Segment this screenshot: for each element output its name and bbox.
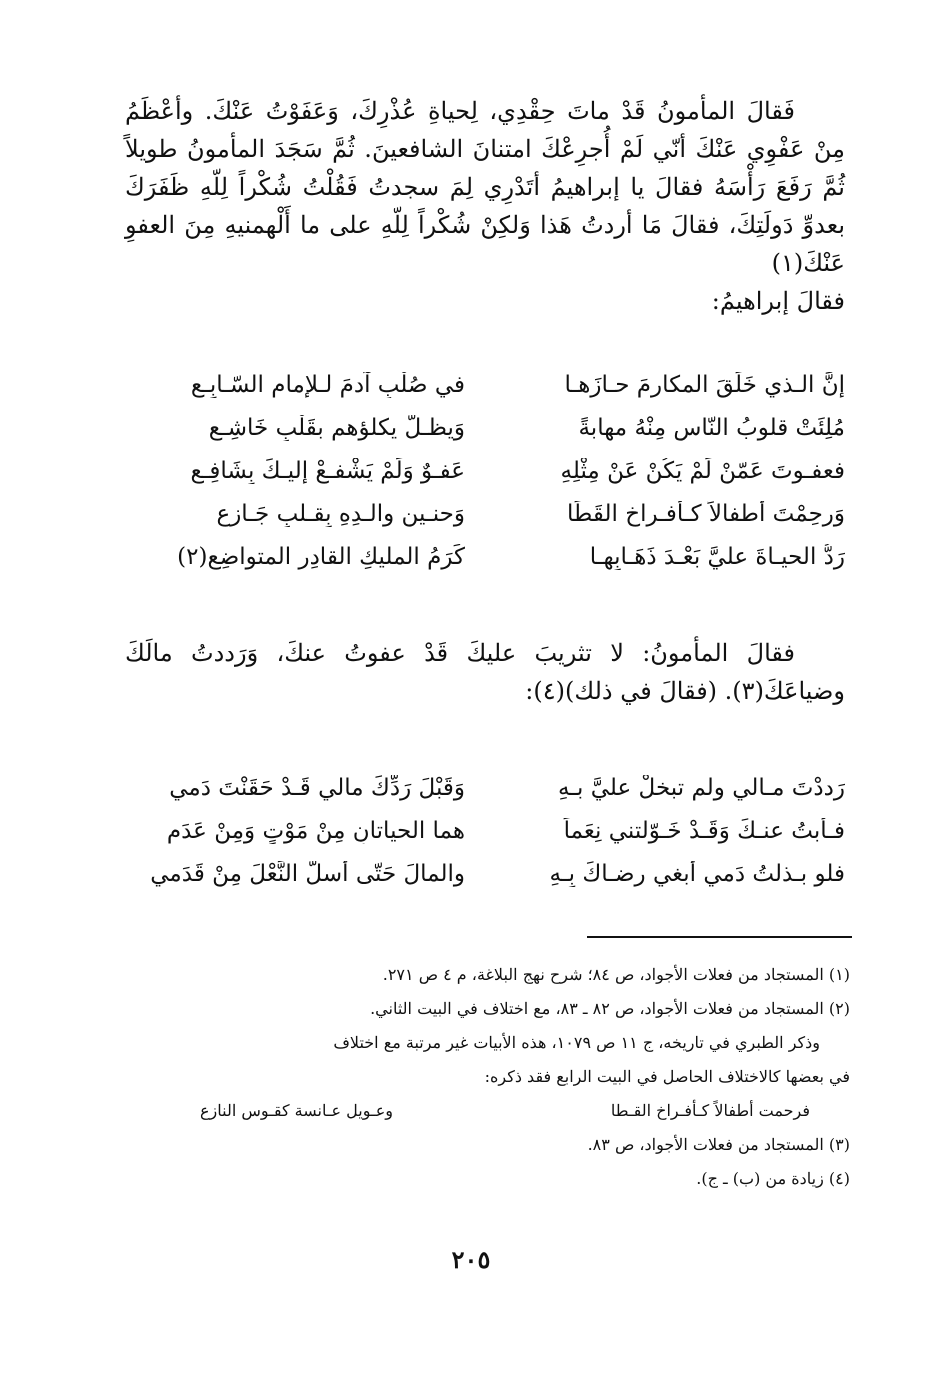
prose-paragraph-1-end: فقالَ إبراهيمُ:: [711, 287, 845, 315]
poem-1-verse: [135, 415, 845, 458]
verse-second-hemistich: وَحنـينِ والـدِهِ بِقـلبٍ جَـازعِ: [216, 501, 465, 527]
verse-second-hemistich: عَفـوٌ وَلَمْ يَشْفـعْ إليـكَ بِشَافِـعِ: [190, 458, 465, 484]
poem-2: [135, 775, 845, 904]
verse-second-hemistich: كَرَمُ المليكِ القادِرِ المتواضِعِ(٢): [177, 544, 465, 570]
footnote-3: (٣) المستجاد من فعلات الأجواد، ص ٨٣.: [587, 1135, 850, 1154]
verse-second-hemistich: وَقَبْلَ رَدِّكَ مالي قَـدْ حَقَنْتَ دَمي: [169, 775, 465, 801]
verse-second-hemistich: وَيظـلُّ يكلؤهم بقَلْبٍ خَاشِـعِ: [208, 415, 465, 441]
verse-first-hemistich: إنَّ الـذي خَلَقَ المكارِمَ حـازَهـا: [564, 372, 845, 398]
poem-2-verse: [135, 818, 845, 861]
verse-first-hemistich: فعفـوتَ عَمّنْ لَمْ يَكُنْ عَنْ مِثْلِهِ: [560, 458, 845, 484]
prose-block-1: [125, 92, 845, 320]
footnote-verse-second-hemistich: وعـويل عـانسة كقـوس النازع: [200, 1101, 393, 1120]
verse-first-hemistich: فلو بـذلتُ دَمي أبغي رِضـاكَ بِـهِ: [549, 861, 845, 887]
footnote-4: (٤) زيادة من (ب) ـ ج).: [696, 1169, 850, 1188]
poem-2-verse: [135, 775, 845, 818]
poem-1-verse: [135, 544, 845, 587]
prose-block-2: [125, 634, 845, 710]
poem-1-verse: [135, 501, 845, 544]
footnote-2-continuation: في بعضها كالاختلاف الحاصل في البيت الرابع فقد ذكره:: [484, 1067, 850, 1086]
poem-1: [135, 372, 845, 587]
verse-first-hemistich: وَرحِمْتَ أطفالاً كـأفـراخِ القَطَا: [567, 501, 845, 527]
poem-2-verse: [135, 861, 845, 904]
verse-second-hemistich: هما الحياتانِ مِنْ مَوْتٍ وَمِنْ عَدَمِ: [166, 818, 465, 844]
verse-first-hemistich: رَددْتَ مـالي ولم تبخلْ عليَّ بـهِ: [557, 775, 845, 801]
verse-first-hemistich: رَدُّ الحيـاةَ عليَّ بَعْـدَ ذَهَـابِهـا: [589, 544, 845, 570]
prose-paragraph-2: فقالَ المأمونُ: لا تثريبَ عليكَ قَدْ عفوتُ عنكَ، وَرَددتُ مالَكَ وضياعَكَ(٣). (فقالَ في ذلك)(٤):: [125, 639, 845, 705]
footnotes: [145, 958, 850, 1196]
poem-1-verse: [135, 458, 845, 501]
footnote-2: (٢) المستجاد من فعلات الأجواد، ص ٨٢ ـ ٨٣، مع اختلاف في البيت الثاني.: [370, 999, 850, 1018]
verse-second-hemistich: والمالَ حَتّى أسلَّ النَّعْلَ مِنْ قَدَمي: [150, 861, 465, 887]
prose-paragraph-1: فَقالَ المأمونُ قَدْ ماتَ حِقْدِي، لِحياةِ عُذْرِكَ، وَعَفَوْتُ عَنْكَ. وأعْظَمُ مِنْ عَفْوِي عَنْكَ أنّي لَمْ أُجرِعْكَ امتنانَ الشافعينَ. ثُمَّ سَجَدَ المأمونُ طويلاً ثُمَّ رَفَعَ رَأْسَهُ فقالَ يا إبراهيمُ أتَدْرِي لِمَ سجدتُ فَقُلْتُ شُكْراً لِلّهِ ظَفَرَكَ بعدوِّ دَولَتِكَ، فقالَ مَا أردتُ هَذا وَلكِنْ شُكْراً لِلّهِ على ما أَلْهمنيهِ مِنَ العفوِ عَنْكَ(١): [125, 97, 845, 277]
page-number: ٢٠٥: [451, 1245, 491, 1274]
verse-first-hemistich: فـأبتُ عنـكَ وَقَـدْ خَـوّلتني نِعَماً: [563, 818, 845, 844]
footnote-verse-first-hemistich: فرحمت أطفالاً كـأفـراخ القـطا: [610, 1101, 810, 1120]
poem-1-verse: [135, 372, 845, 415]
footnote-1: (١) المستجاد من فعلات الأجواد، ص ٨٤؛ شرح نهج البلاغة، م ٤ ص ٢٧١.: [382, 965, 850, 984]
footnote-2-continuation: وذكر الطبري في تاريخه، ج ١١ ص ١٠٧٩، هذه الأبيات غير مرتبة مع اختلاف: [333, 1033, 820, 1052]
verse-second-hemistich: في صُلْبِ آدمَ لـلإمامِ السّـابِـعِ: [190, 372, 465, 398]
footnote-divider: [587, 936, 852, 938]
footnote-verse: [145, 1094, 850, 1128]
verse-first-hemistich: مُلِئَتْ قلوبُ النّاسِ مِنْهُ مهابةً: [578, 415, 845, 441]
